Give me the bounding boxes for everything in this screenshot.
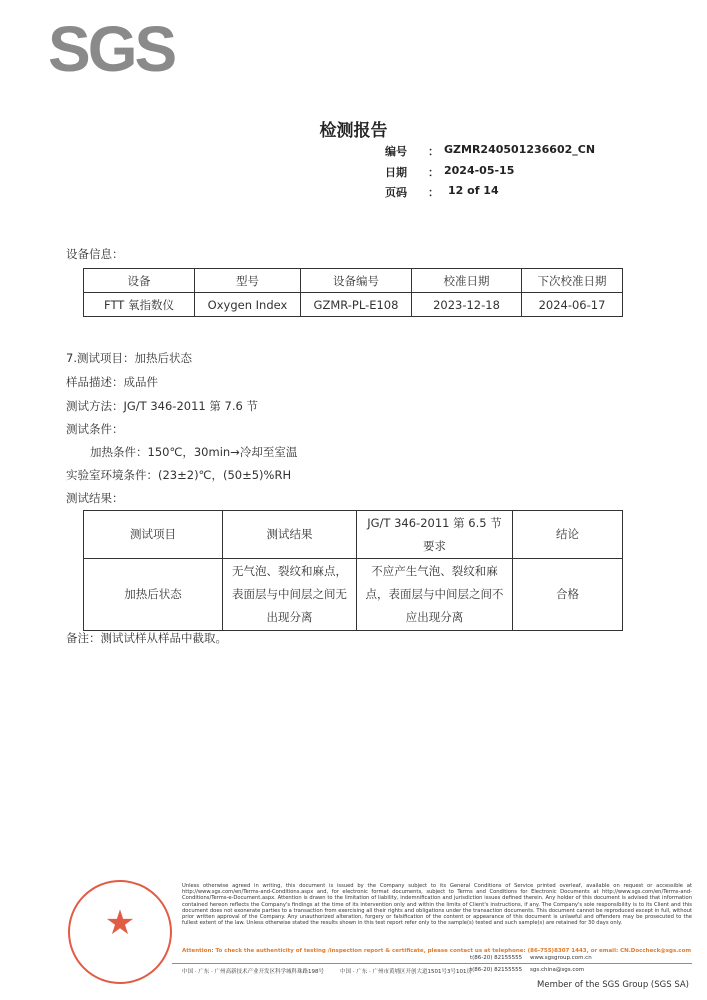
equipment-table	[83, 268, 623, 317]
cell: 2023-12-18	[412, 293, 522, 317]
attention-notice: Attention: To check the authenticity of testing /inspection report & certificate, please contact us at telephone: (86-755)8307 1443, or email: CN.Doccheck@sgs.com	[182, 948, 692, 954]
website-link[interactable]: www.sgsgroup.com.cn	[530, 955, 592, 961]
table-header-row	[84, 269, 623, 293]
cell: 加热后状态	[84, 559, 223, 631]
meta-label: 编号	[385, 145, 407, 158]
table-header-row	[84, 511, 623, 559]
page-number: 12 of 14	[448, 184, 499, 197]
cell: FTT 氧指数仪	[84, 293, 195, 317]
meta-label: 日期	[385, 166, 407, 179]
footer-divider	[172, 963, 692, 964]
results-heading: 测试结果：	[66, 491, 124, 505]
disclaimer: Unless otherwise agreed in writing, this document is issued by the Company subject to its General Conditions of Service printed overleaf, available on request or accessible at http://www.sgs.com/en/Terms-and-Conditions.aspx and, for electronic format documents, subject to Terms and Conditions for Electronic Documents at http://www.sgs.com/en/Terms-and-Conditions/Terms-e-Document.aspx. Attention is drawn to the limitation of liability, indemnification and jurisdiction issues defined therein. Any holder of this document is advised that information contained hereon reflects the Company's findings at the time of its intervention only and within the limits of Client's instructions, if any. The Company's sole responsibility is to its Client and this document does not exonerate parties to a transaction from exercising all their rights and obligations under the transaction documents. This document cannot be reproduced except in full, without prior written approval of the Company. Any unauthorized alteration, forgery or falsification of the content or appearance of this document is unlawful and offenders may be prosecuted to the fullest extent of the law. Unless otherwise stated the results shown in this test report refer only to the sample(s) tested and such sample(s) are retained for 30 days only.	[182, 883, 692, 927]
meta-colon: ：	[428, 145, 439, 158]
lab-environment: 实验室环境条件：(23±2)℃，(50±5)%RH	[66, 468, 292, 482]
report-number: GZMR240501236602_CN	[444, 143, 596, 156]
header-cell: 校准日期	[412, 269, 522, 293]
sample-description: 样品描述：成品件	[66, 375, 158, 389]
cell: 2024-06-17	[522, 293, 623, 317]
results-table	[83, 510, 623, 631]
note: 备注：测试试样从样品中截取。	[66, 631, 227, 645]
test-item: 7.测试项目：加热后状态	[66, 351, 192, 365]
header-cell: 设备	[84, 269, 195, 293]
header-cell: 测试项目	[84, 511, 223, 559]
sgs-stamp	[68, 880, 172, 984]
phone-2: t(86-20) 82155555	[470, 967, 523, 973]
cell: 无气泡、裂纹和麻点，表面层与中间层之间无出现分离	[223, 559, 357, 631]
sgs-logo: SGS	[48, 13, 175, 85]
meta-label: 页码	[385, 186, 407, 199]
phone-1: t(86-20) 82155555	[470, 955, 523, 961]
header-cell: 测试结果	[223, 511, 357, 559]
star-icon: ★	[104, 903, 136, 943]
email-link[interactable]: sgs.china@sgs.com	[530, 967, 585, 973]
equipment-heading: 设备信息：	[66, 247, 124, 261]
test-method: 测试方法：JG/T 346-2011 第 7.6 节	[66, 399, 258, 413]
header-cell: JG/T 346-2011 第 6.5 节要求	[357, 511, 513, 559]
cell: 合格	[513, 559, 623, 631]
meta-colon: ：	[428, 166, 439, 179]
report-date: 2024-05-15	[444, 164, 515, 177]
address-1: 中国 · 广东 · 广州高新技术产业开发区科学城科珠路198号	[182, 969, 324, 975]
table-row	[84, 293, 623, 317]
cell: Oxygen Index	[195, 293, 301, 317]
member-text: Member of the SGS Group (SGS SA)	[537, 980, 689, 990]
test-conditions: 测试条件：	[66, 422, 124, 436]
header-cell: 下次校准日期	[522, 269, 623, 293]
cell: 不应产生气泡、裂纹和麻点，表面层与中间层之间不应出现分离	[357, 559, 513, 631]
address-2: 中国 · 广东 · 广州市黄埔区开创大道1501号3号101房	[340, 969, 472, 975]
page-title: 检测报告	[319, 121, 388, 141]
table-row	[84, 559, 623, 631]
header-cell: 设备编号	[301, 269, 412, 293]
meta-colon: ：	[428, 186, 439, 199]
header-cell: 型号	[195, 269, 301, 293]
heating-conditions: 加热条件：150℃，30min→冷却至室温	[90, 445, 298, 459]
cell: GZMR-PL-E108	[301, 293, 412, 317]
header-cell: 结论	[513, 511, 623, 559]
